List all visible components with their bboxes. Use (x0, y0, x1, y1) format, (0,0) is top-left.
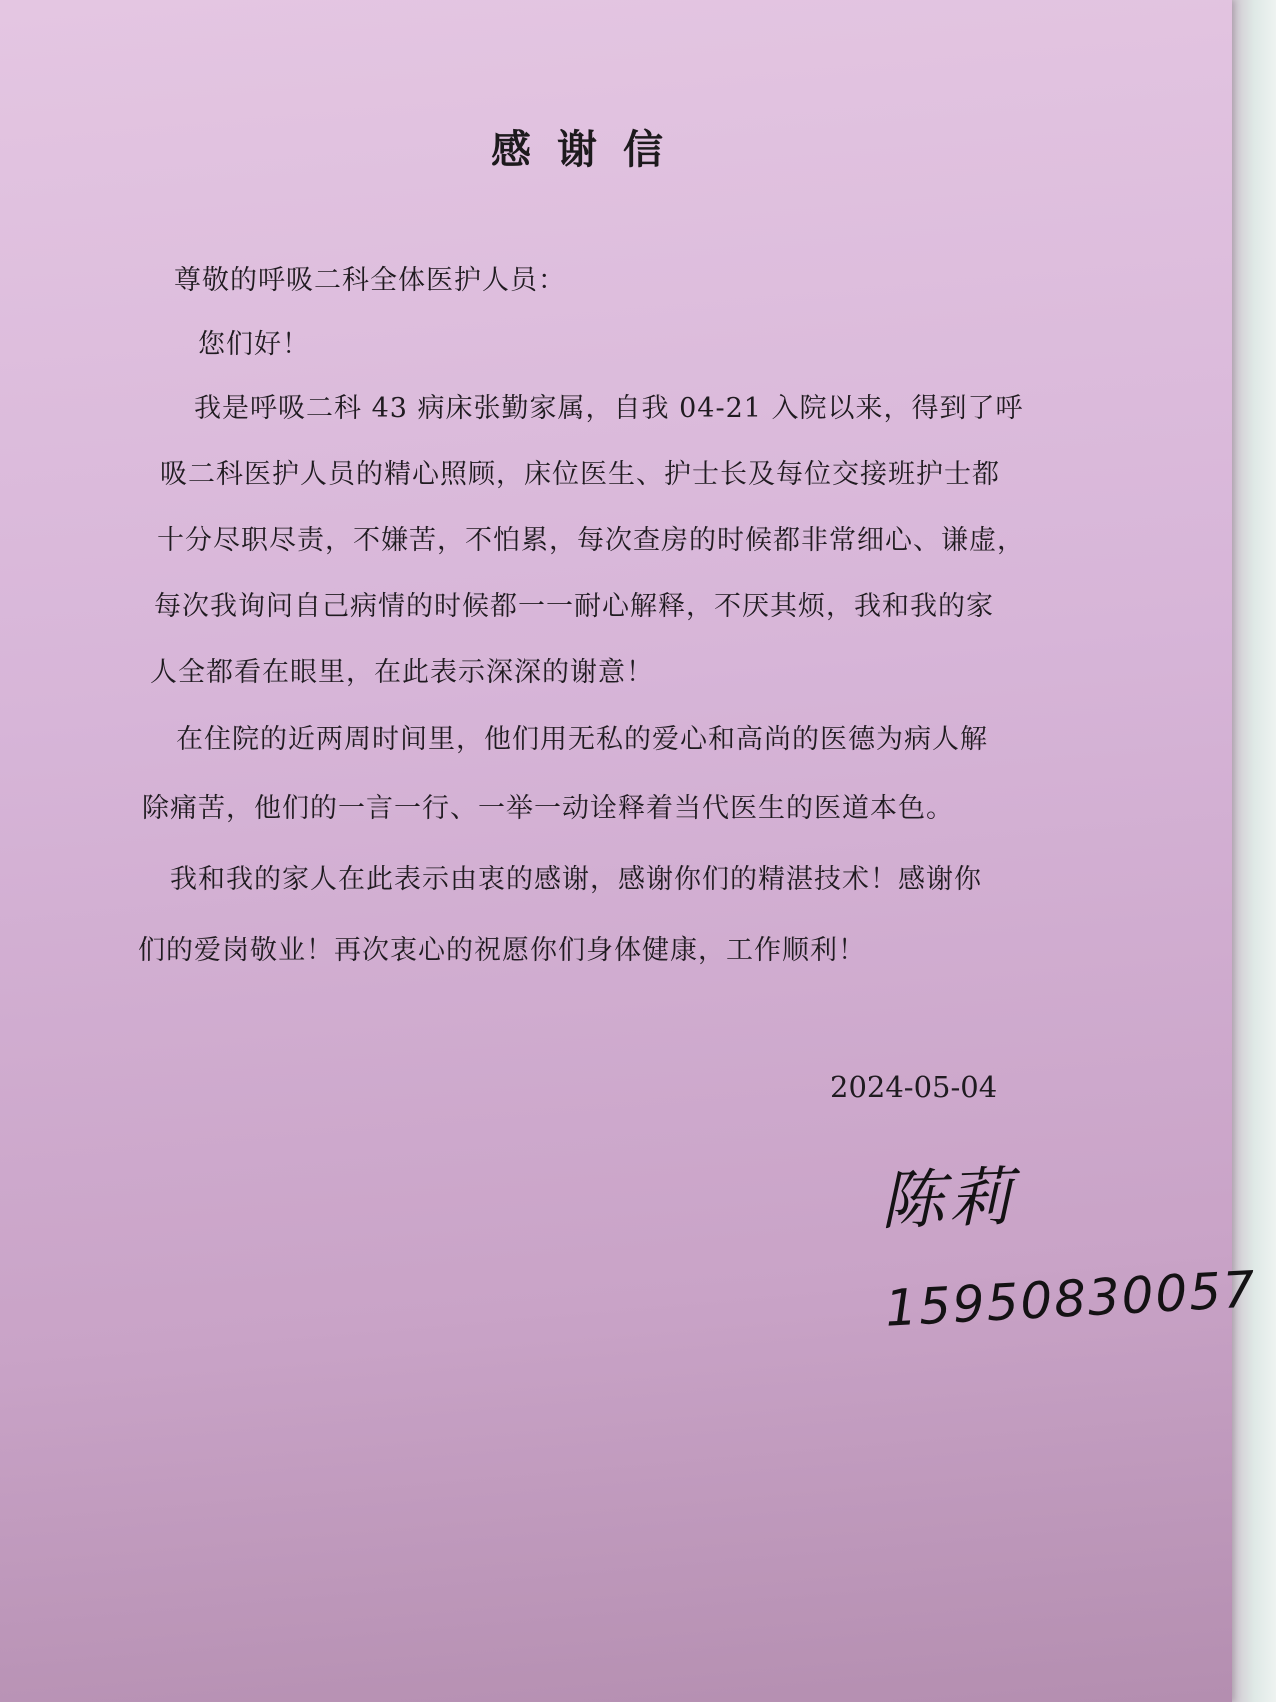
handwritten-signature: 陈莉 (878, 1160, 1018, 1240)
letter-line: 我和我的家人在此表示由衷的感谢，感谢你们的精湛技术！感谢你 (170, 864, 982, 895)
letter-greeting: 您们好！ (198, 329, 310, 360)
letter-title: 感谢信 (491, 126, 689, 173)
letter-salutation: 尊敬的呼吸二科全体医护人员： (174, 265, 566, 296)
letter-line: 吸二科医护人员的精心照顾，床位医生、护士长及每位交接班护士都 (160, 459, 1000, 490)
letter-line: 在住院的近两周时间里，他们用无私的爱心和高尚的医德为病人解 (176, 724, 988, 755)
letter-line: 人全都看在眼里，在此表示深深的谢意！ (150, 657, 654, 688)
handwritten-phone-number: 15950830057 (883, 1260, 1259, 1338)
letter-line: 我是呼吸二科 43 病床张勤家属，自我 04-21 入院以来，得到了呼 (194, 393, 1024, 424)
letter-line: 每次我询问自己病情的时候都一一耐心解释，不厌其烦，我和我的家 (154, 591, 994, 622)
letter-line: 十分尽职尽责，不嫌苦，不怕累，每次查房的时候都非常细心、谦虚， (157, 525, 1025, 556)
letter-date: 2024-05-04 (830, 1070, 998, 1104)
letter-line: 除痛苦，他们的一言一行、一举一动诠释着当代医生的医道本色。 (142, 793, 954, 824)
letter-line: 们的爱岗敬业！再次衷心的祝愿你们身体健康，工作顺利！ (138, 935, 866, 966)
